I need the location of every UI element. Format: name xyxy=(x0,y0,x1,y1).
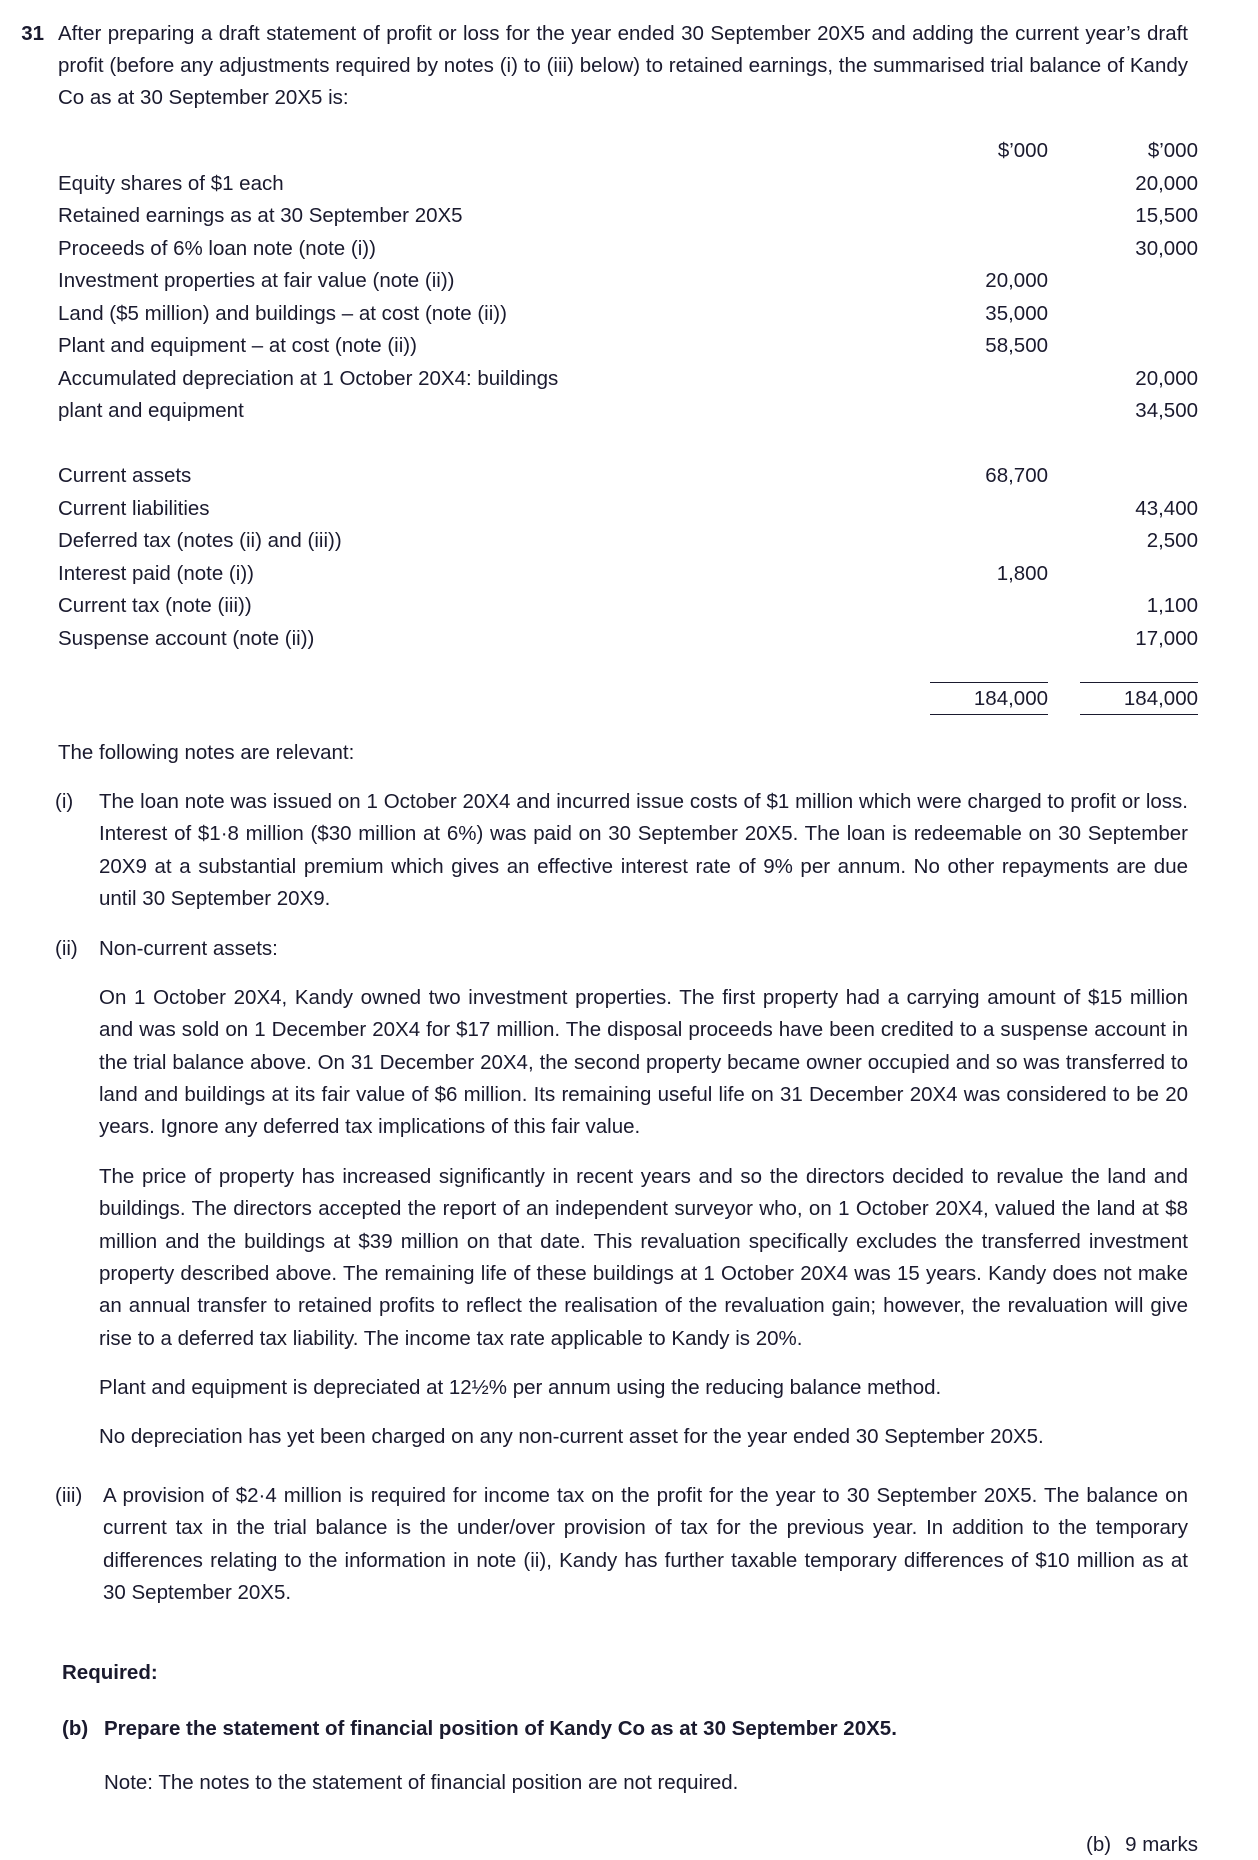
totals-debit-cell xyxy=(883,682,1048,716)
spacer-cell xyxy=(58,422,883,455)
table-header-row xyxy=(58,129,1198,162)
row-credit: 20,000 xyxy=(1135,171,1198,195)
note-ii-paragraph-1: On 1 October 20X4, Kandy owned two investment properties. The first property had a carrying amount of $15 million and was sold on 1 December 20X4 for $17 million. The disposal proceeds have been credited to a suspense account in the trial balance above. On 31 December 20X4, the second property became owner occupied and so was transferred to land and buildings at its fair value of $6 million. Its remaining useful life on 31 December 20X4 was considered to be 20 years. Ignore any deferred tax implications of this fair value. xyxy=(99,985,1188,1139)
marks-value: 9 marks xyxy=(1125,1832,1198,1856)
table-row xyxy=(58,454,1198,487)
table-row xyxy=(58,162,1198,195)
row-credit: 43,400 xyxy=(1135,496,1198,520)
note-marker: (i) xyxy=(55,790,74,814)
table-row xyxy=(58,259,1198,292)
header-debit: $’000 xyxy=(997,139,1048,163)
table-row xyxy=(58,552,1198,585)
row-label: Interest paid (note (i)) xyxy=(58,561,254,585)
row-credit: 15,500 xyxy=(1135,204,1198,228)
required-text: Prepare the statement of financial position of Kandy Co as at 30 September 20X5. xyxy=(104,1717,897,1741)
row-label-indented: plant and equipment xyxy=(58,399,244,423)
note-text: The loan note was issued on 1 October 20X4 and incurred issue costs of $1 million which were charged to profit or loss. Interest of $1·8 million ($30 million at 6%) was paid on 30 September 20X5. The loan is redeemable on 30 September 20X9 at a substantial premium which gives an effective interest rate of 9% per annum. No other repayments are due until 30 September 20X9. xyxy=(99,790,1188,911)
row-credit: 1,100 xyxy=(1146,594,1198,618)
row-debit: 35,000 xyxy=(985,301,1048,325)
row-credit xyxy=(1048,259,1198,292)
row-debit xyxy=(883,162,1048,195)
row-label: Investment properties at fair value (note (ii)) xyxy=(58,269,455,293)
required-marker: (b) xyxy=(62,1717,89,1741)
row-credit: 30,000 xyxy=(1135,236,1198,260)
notes-intro: The following notes are relevant: xyxy=(58,741,355,765)
row-debit xyxy=(883,519,1048,552)
note-marker: (ii) xyxy=(55,936,78,960)
total-rule-bottom xyxy=(930,714,1048,715)
question-number: 31 xyxy=(21,22,44,45)
row-label: Retained earnings as at 30 September 20X5 xyxy=(58,204,463,228)
row-label: Deferred tax (notes (ii) and (iii)) xyxy=(58,529,342,553)
row-debit: 20,000 xyxy=(985,269,1048,293)
row-debit xyxy=(883,357,1048,390)
row-credit: 2,500 xyxy=(1146,529,1198,553)
totals-credit-cell xyxy=(1048,682,1198,716)
row-debit xyxy=(883,487,1048,520)
row-label: Plant and equipment – at cost (note (ii)) xyxy=(58,334,417,358)
required-note: Note: The notes to the statement of financial position are not required. xyxy=(104,1770,739,1794)
spacer-cell xyxy=(883,649,1048,682)
table-spacer-row xyxy=(58,422,1198,455)
row-credit: 17,000 xyxy=(1135,626,1198,650)
row-debit xyxy=(883,389,1048,422)
question-header xyxy=(0,0,1258,113)
table-row xyxy=(58,194,1198,227)
row-label: Current liabilities xyxy=(58,496,210,520)
marks-part-label: (b) xyxy=(1086,1832,1112,1856)
total-rule-top xyxy=(1080,682,1198,683)
row-credit xyxy=(1048,324,1198,357)
table-row xyxy=(58,357,1198,390)
row-label: Suspense account (note (ii)) xyxy=(58,626,315,650)
note-item-i xyxy=(0,769,1258,916)
table-row xyxy=(58,617,1198,650)
row-debit xyxy=(883,617,1048,650)
spacer-cell xyxy=(1048,649,1198,682)
table-totals-row xyxy=(58,682,1198,716)
note-ii-paragraph-3: Plant and equipment is depreciated at 12½% per annum using the reducing balance method. xyxy=(99,1376,942,1400)
row-credit xyxy=(1048,552,1198,585)
header-blank xyxy=(58,129,883,162)
row-debit: 58,500 xyxy=(985,334,1048,358)
marks-line xyxy=(0,1799,1258,1860)
table-row xyxy=(58,292,1198,325)
row-credit xyxy=(1048,454,1198,487)
table-row xyxy=(58,487,1198,520)
totals-debit: 184,000 xyxy=(973,686,1048,710)
trial-balance-table xyxy=(58,129,1198,715)
trial-balance-section xyxy=(0,129,1258,715)
note-item-ii xyxy=(0,916,1258,965)
total-rule-bottom xyxy=(1080,714,1198,715)
row-credit xyxy=(1048,292,1198,325)
note-marker: (iii) xyxy=(55,1483,83,1507)
row-debit xyxy=(883,194,1048,227)
note-text: Non-current assets: xyxy=(99,936,278,960)
header-credit: $’000 xyxy=(1147,139,1198,163)
question-stem: After preparing a draft statement of profit or loss for the year ended 30 September 20X5 and adding the current year’s draft profit (before any adjustments required by notes (i) to (iii) below) to retained earnings, the summarised trial balance of Kandy Co as at 30 September 20X5 is: xyxy=(58,22,1188,109)
row-label: Accumulated depreciation at 1 October 20X4: buildings xyxy=(58,366,559,390)
row-debit: 1,800 xyxy=(996,561,1048,585)
trial-balance-body xyxy=(58,129,1198,715)
row-label: Current tax (note (iii)) xyxy=(58,594,252,618)
row-debit xyxy=(883,584,1048,617)
spacer-cell xyxy=(58,649,883,682)
row-label: Proceeds of 6% loan note (note (i)) xyxy=(58,236,376,260)
row-debit xyxy=(883,227,1048,260)
table-spacer-row xyxy=(58,649,1198,682)
totals-label xyxy=(58,682,883,716)
table-row xyxy=(58,584,1198,617)
required-item-b xyxy=(0,1689,1258,1745)
row-credit: 20,000 xyxy=(1135,366,1198,390)
row-label: Equity shares of $1 each xyxy=(58,171,284,195)
spacer-cell xyxy=(883,422,1048,455)
table-row xyxy=(58,227,1198,260)
table-row xyxy=(58,389,1198,422)
row-label: Current assets xyxy=(58,464,192,488)
totals-credit: 184,000 xyxy=(1123,686,1198,710)
note-ii-paragraph-2: The price of property has increased significantly in recent years and so the directors decided to revalue the land and buildings. The directors accepted the report of an independent surveyor who, on 1 October 20X4, valued the land at $8 million and the buildings at $39 million on that date. This revaluation specifically excludes the transferred investment property described above. The remaining life of these buildings at 1 October 20X4 was 15 years. Kandy does not make an annual transfer to retained profits to reflect the realisation of the revaluation gain; however, the revaluation will give rise to a deferred tax liability. The income tax rate applicable to Kandy is 20%. xyxy=(99,1164,1188,1350)
spacer-cell xyxy=(1048,422,1198,455)
note-ii-paragraph-4: No depreciation has yet been charged on any non-current asset for the year ended 30 September 20X5. xyxy=(99,1425,1044,1449)
note-text: A provision of $2·4 million is required for income tax on the profit for the year to 30 September 20X5. The balance on current tax in the trial balance is the under/over provision of tax for the previous year. In addition to the temporary differences relating to the information in note (ii), Kandy has further taxable temporary differences of $10 million as at 30 September 20X5. xyxy=(103,1483,1188,1604)
required-heading: Required: xyxy=(62,1661,158,1685)
table-row xyxy=(58,324,1198,357)
row-debit: 68,700 xyxy=(985,464,1048,488)
total-rule-top xyxy=(930,682,1048,683)
row-credit: 34,500 xyxy=(1135,399,1198,423)
table-row xyxy=(58,519,1198,552)
note-item-iii xyxy=(0,1454,1258,1610)
row-label: Land ($5 million) and buildings – at cost (note (ii)) xyxy=(58,301,507,325)
